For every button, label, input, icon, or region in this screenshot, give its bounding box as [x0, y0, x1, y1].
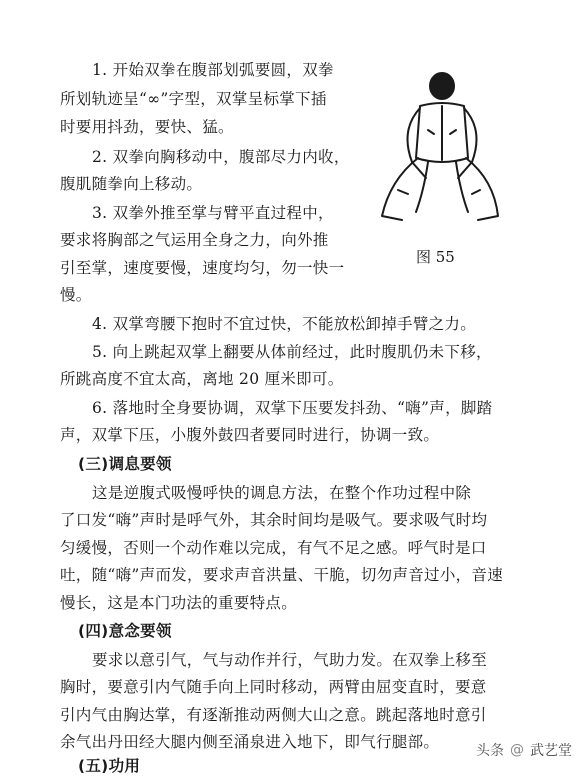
text-line: 这是逆腹式吸慢呼快的调息方法，在整个作功过程中除 [92, 484, 472, 502]
text-line: 胸时，要意引内气随手向上同时移动，两臂由屈变直时，要意 [60, 678, 487, 696]
watermark-separator: @ [510, 742, 524, 758]
text-line: 时要用抖劲，要快、猛。 [60, 118, 234, 136]
text-line: 了口发“嗨”声时是呼气外，其余时间均是吸气。要求吸气时均 [60, 511, 488, 529]
watermark-author: 武艺堂 [530, 743, 572, 759]
text-line: 匀缓慢，否则一个动作难以完成，有气不足之感。呼气时是口 [60, 539, 487, 557]
text-line: 慢长，这是本门功法的重要特点。 [60, 594, 298, 612]
text-line: 余气出丹田经大腿内侧至涌泉进入地下，即气行腿部。 [60, 733, 440, 751]
section-heading: (五)功用 [78, 757, 141, 775]
figure-illustration [368, 70, 508, 230]
text-line: 腹肌随拳向上移动。 [60, 175, 203, 193]
text-line: 慢。 [60, 286, 92, 304]
text-line: 1. 开始双拳在腹部划弧要圆，双拳 [92, 61, 334, 79]
text-line: 要求以意引气，气与动作并行，气助力发。在双拳上移至 [92, 651, 488, 669]
text-line: 2. 双拳向胸移动中，腹部尽力内收， [92, 148, 350, 166]
watermark [476, 740, 572, 760]
text-line: 吐，随“嗨”声而发，要求声音洪量、干脆，切勿声音过小，音速 [60, 566, 504, 584]
text-line: 4. 双掌弯腰下抱时不宜过快，不能放松卸掉手臂之力。 [92, 315, 477, 333]
text-line: 引内气由胸达掌，有逐渐推动两侧大山之意。跳起落地时意引 [60, 706, 487, 724]
section-heading: (四)意念要领 [78, 622, 172, 640]
text-line: 要求将胸部之气运用全身之力，向外推 [60, 231, 329, 249]
text-line: 5. 向上跳起双掌上翻要从体前经过，此时腹肌仍未下移， [92, 343, 492, 361]
text-line: 声，双掌下压，小腹外鼓四者要同时进行，协调一致。 [60, 426, 440, 444]
text-line: 3. 双拳外推至掌与臂平直过程中， [92, 204, 334, 222]
figure-caption: 图 55 [416, 248, 455, 266]
section-heading: (三)调息要领 [78, 455, 172, 473]
text-line: 6. 落地时全身要协调，双掌下压要发抖劲、“嗨”声，脚踏 [92, 399, 493, 417]
text-line: 引至掌，速度要慢，速度均匀，勿一快一 [60, 259, 345, 277]
watermark-site: 头条 [476, 743, 504, 759]
text-line: 所跳高度不宜太高，离地 20 厘米即可。 [60, 370, 344, 388]
text-line: 所划轨迹呈“∞”字型，双掌呈标掌下插 [60, 90, 327, 108]
